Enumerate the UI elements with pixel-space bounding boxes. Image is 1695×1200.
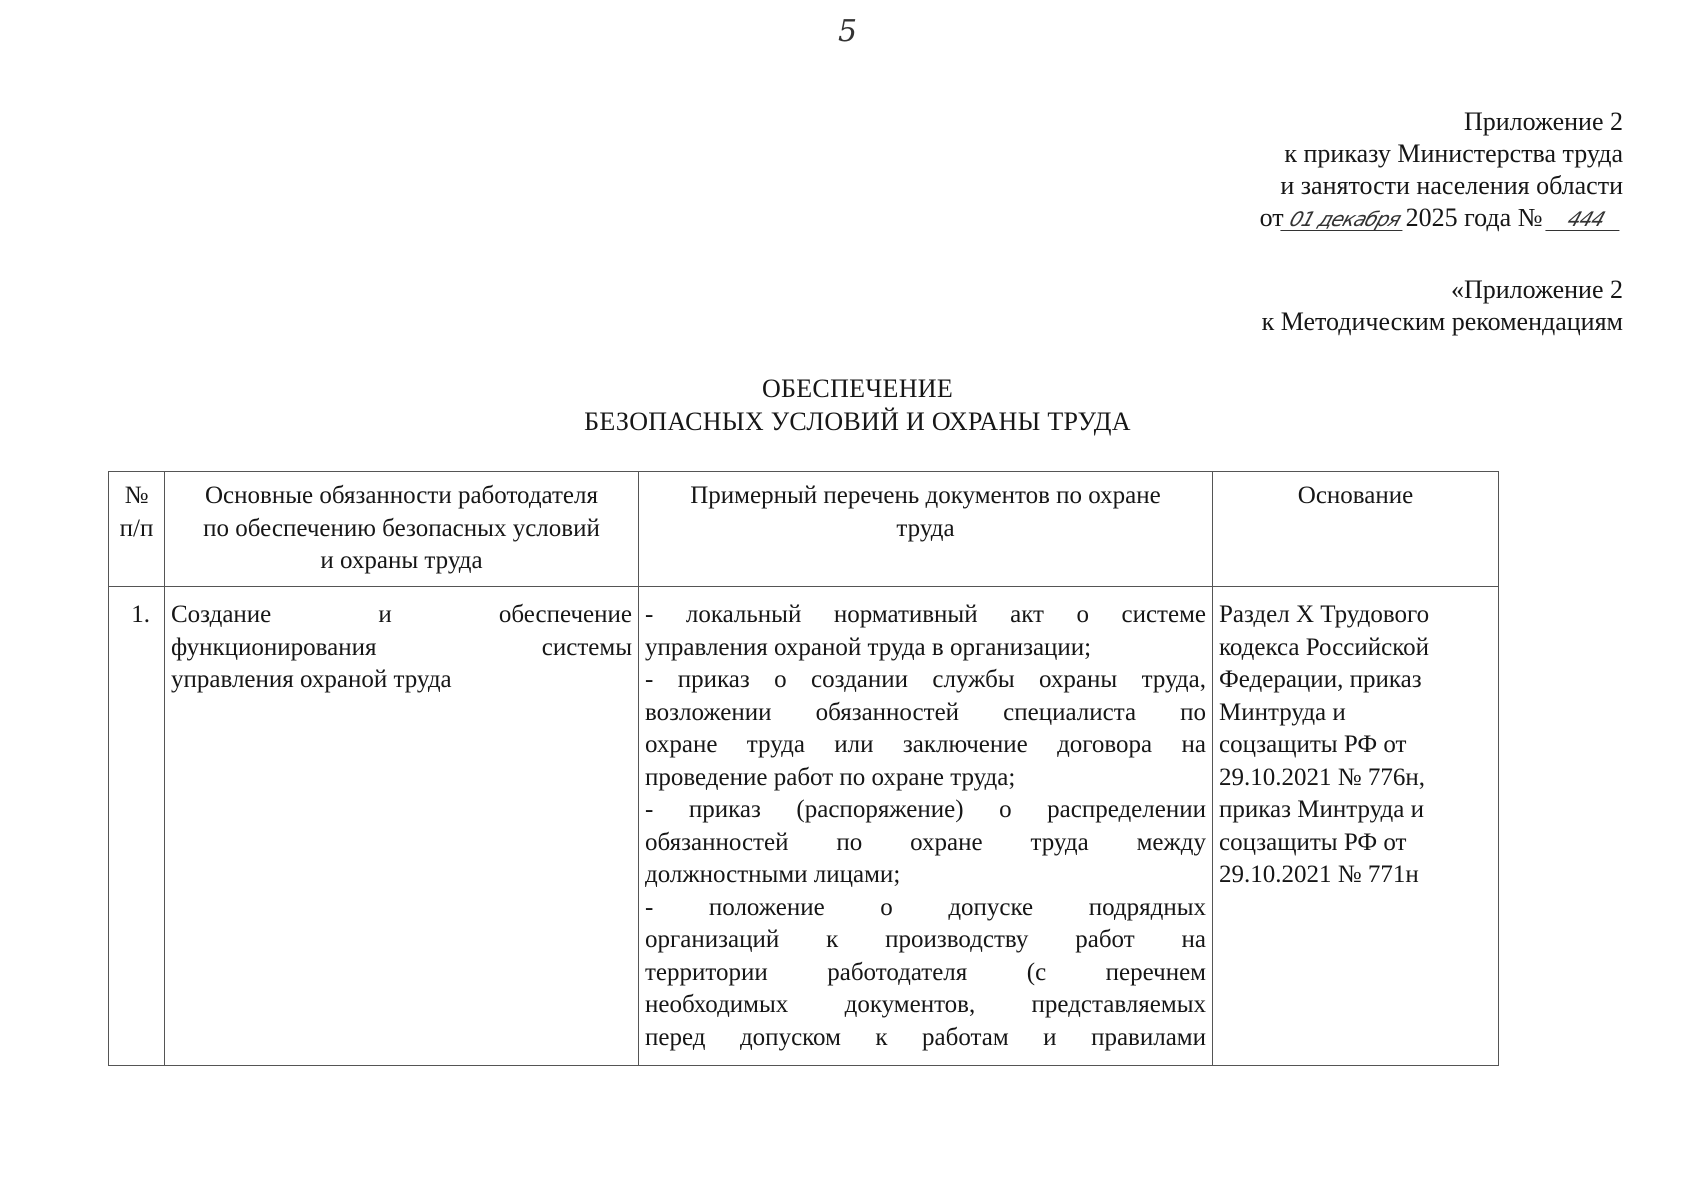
handwritten-date: 01 декабря — [1280, 208, 1409, 231]
basis-text-line: 29.10.2021 № 771н — [1219, 861, 1419, 888]
title-line-1: ОБЕСПЕЧЕНИЕ — [761, 374, 954, 403]
appendix-title: Приложение 2 — [1463, 107, 1623, 136]
appendix-header — [1260, 106, 1623, 234]
document-text-line: управления охраной труда в организации; — [645, 633, 1092, 661]
header-num-line: № — [124, 482, 149, 509]
title-line-2: БЕЗОПАСНЫХ УСЛОВИЙ И ОХРАНЫ ТРУДА — [584, 407, 1131, 436]
handwritten-order-number: 444 — [1545, 208, 1626, 231]
basis-text-line: Раздел X Трудового — [1219, 601, 1430, 628]
document-text-line: организаций к производству работ на — [645, 926, 1206, 953]
basis-text-line: Минтруда и — [1219, 698, 1346, 726]
row-number-cell: 1. — [109, 587, 165, 1066]
document-text-line: охране труда или заключение договора на — [645, 731, 1206, 758]
basis-text-line: 29.10.2021 № 776н, — [1219, 763, 1425, 791]
page-number: 5 — [838, 14, 858, 49]
duty-text-line: функционирования системы — [171, 633, 632, 661]
duties-table — [108, 471, 1499, 1066]
document-text-line: необходимых документов, представляемых — [645, 991, 1206, 1018]
methodical-subtitle: к Методическим рекомендациям — [1261, 307, 1623, 336]
document-title — [0, 372, 1695, 438]
header-num-line: п/п — [119, 514, 154, 542]
methodical-title: «Приложение 2 — [1450, 275, 1623, 304]
header-docs — [639, 472, 1213, 587]
table-header-row — [109, 472, 1499, 587]
header-basis-line: Основание — [1297, 482, 1414, 509]
header-duty — [165, 472, 639, 587]
date-year-text: 2025 года № — [1405, 203, 1543, 232]
document-text-line: - приказ (распоряжение) о распределении — [645, 796, 1206, 823]
header-duty-line: Основные обязанности работодателя — [205, 482, 598, 509]
header-duty-line: по обеспечению безопасных условий — [203, 514, 600, 542]
document-text-line: территории работодателя (с перечнем — [645, 958, 1206, 986]
duty-text-line: Создание и обеспечение — [171, 601, 632, 628]
basis-text-line: соцзащиты РФ от — [1219, 731, 1407, 758]
basis-text-line: кодекса Российской — [1219, 633, 1429, 661]
methodical-header — [1262, 274, 1623, 338]
header-docs-line: Примерный перечень документов по охране — [690, 482, 1161, 509]
document-text-line: возложении обязанностей специалиста по — [645, 698, 1206, 726]
appendix-ministry-line: и занятости населения области — [1280, 171, 1623, 200]
document-text-line: - локальный нормативный акт о системе — [645, 601, 1206, 628]
document-text-line: проведение работ по охране труда; — [645, 763, 1016, 791]
header-docs-line: труда — [896, 514, 955, 542]
documents-cell — [639, 587, 1213, 1066]
basis-text-line: приказ Минтруда и — [1219, 796, 1425, 823]
document-text-line: - положение о допуске подрядных — [645, 893, 1206, 921]
document-text-line: должностными лицами; — [645, 861, 901, 888]
table-row — [109, 587, 1499, 1066]
duty-text-line: управления охраной труда — [171, 666, 452, 693]
document-text-line: перед допуском к работам и правилами — [645, 1023, 1206, 1051]
basis-text-line: соцзащиты РФ от — [1219, 828, 1407, 856]
header-num — [109, 472, 165, 587]
date-prefix: от — [1259, 203, 1284, 232]
basis-cell — [1213, 587, 1499, 1066]
document-text-line: - приказ о создании службы охраны труда, — [645, 666, 1206, 693]
document-text-line: обязанностей по охране труда между — [645, 828, 1206, 856]
basis-text-line: Федерации, приказ — [1219, 666, 1422, 693]
appendix-order-line: к приказу Министерства труда — [1284, 139, 1623, 168]
header-basis — [1213, 472, 1499, 587]
header-duty-line: и охраны труда — [320, 547, 483, 574]
appendix-date-line — [1260, 202, 1623, 234]
duty-cell — [165, 587, 639, 1066]
